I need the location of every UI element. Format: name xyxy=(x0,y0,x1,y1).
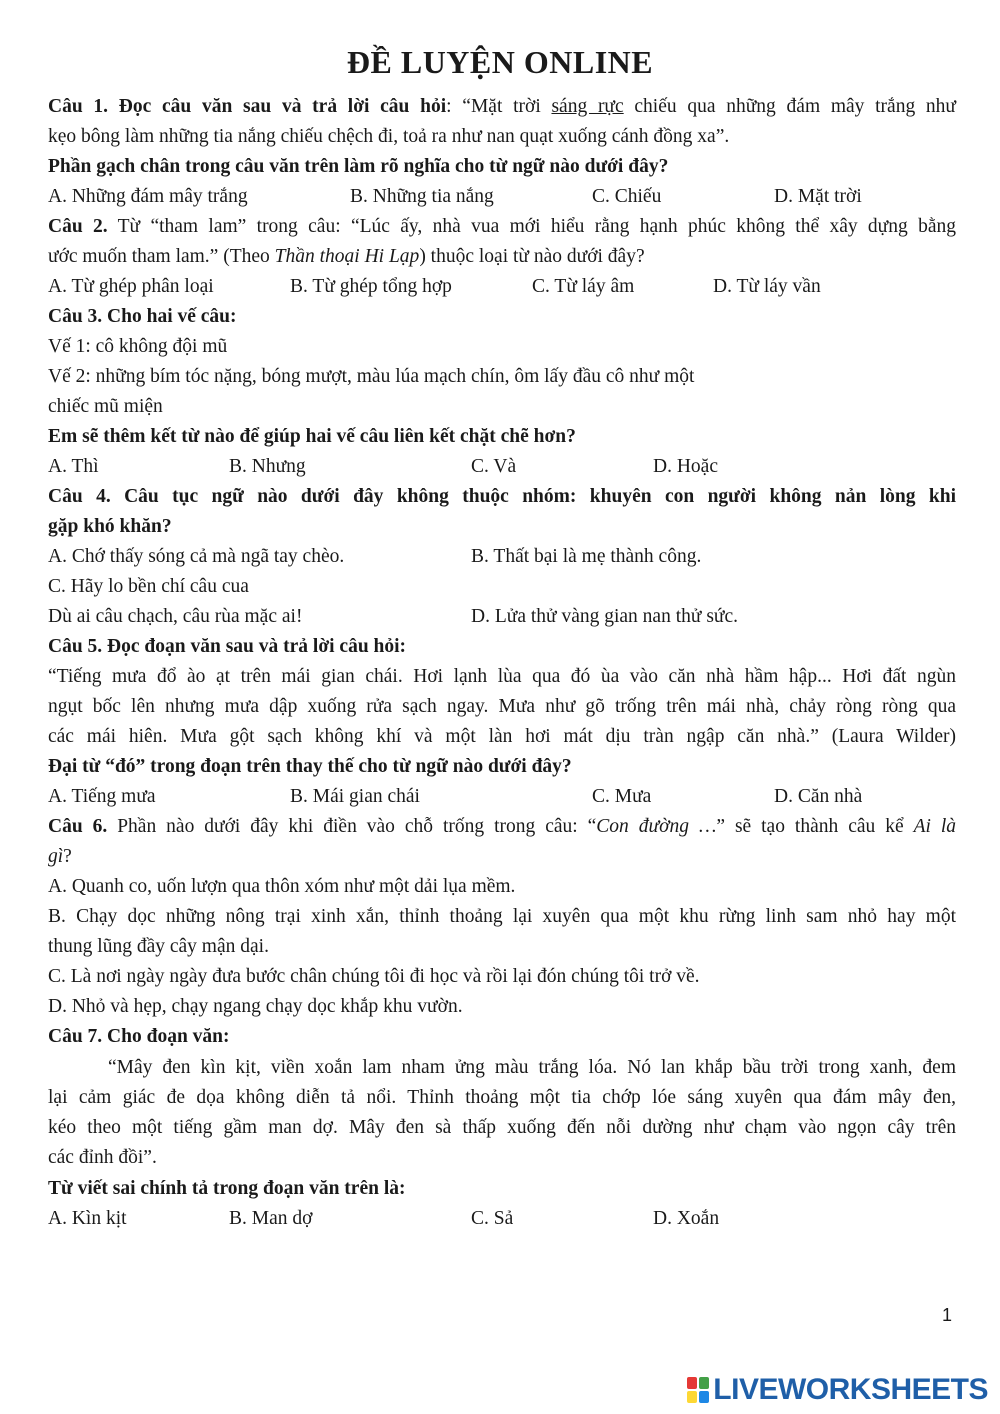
q1-line1-rest: chiếu qua những đám mây trắng như xyxy=(623,96,957,117)
q2-option-d[interactable]: D. Từ láy vần xyxy=(713,276,821,297)
q2-line1-text: Từ “tham lam” trong câu: “Lúc ấy, nhà vua mới hiểu rằng hạnh phúc không thể xây dựng bằng xyxy=(107,216,956,237)
q3-option-c[interactable]: C. Và xyxy=(471,456,517,477)
q2-line2-a: ước muốn tham lam.” (Theo xyxy=(48,246,275,267)
q2-option-c[interactable]: C. Từ láy âm xyxy=(532,276,635,297)
q1-line2: kẹo bông làm những tia nắng chiếu chệch đi, toả ra như nan quạt xuống cánh đồng xa”. xyxy=(48,126,730,147)
q2-line1 xyxy=(48,212,956,242)
q5-option-b[interactable]: B. Mái gian chái xyxy=(290,786,420,807)
q5-label: Câu 5. Đọc đoạn văn sau và trả lời câu hỏi: xyxy=(48,636,407,657)
page-title: ĐỀ LUYỆN ONLINE xyxy=(346,44,654,80)
q2-source: Thần thoại Hi Lạp xyxy=(274,246,420,267)
q6-line1 xyxy=(48,812,956,842)
q7-passage-line3: kéo theo một tiếng gầm man dợ. Mây đen sà thấp xuống đến nỗi dường như chạm vào ngọn cây trên xyxy=(48,1117,956,1138)
q7-passage-line1: “Mây đen kìn kịt, viền xoắn lam nham ửng màu trắng lóa. Nó lan khắp bầu trời trong xanh, đem xyxy=(108,1057,956,1078)
q1-option-c[interactable]: C. Chiếu xyxy=(592,186,662,207)
q7-option-b[interactable]: B. Man dợ xyxy=(229,1208,313,1229)
q5-passage-line1: “Tiếng mưa đổ ào ạt trên mái gian chái. Hơi lạnh lùa qua đó ùa vào căn nhà hầm hập... Hơi đất ngùn xyxy=(48,666,956,687)
q5-option-c[interactable]: C. Mưa xyxy=(592,786,652,807)
q7-option-d[interactable]: D. Xoắn xyxy=(653,1208,720,1229)
q7-passage-line2: lại cảm giác đe dọa không diễn tả nổi. Thỉnh thoảng một tia chớp lóe sáng xuyên qua đám mây đen, xyxy=(48,1087,956,1108)
q2-line2 xyxy=(48,242,956,272)
q1-label: Câu 1. xyxy=(48,96,109,117)
q6-option-d[interactable]: D. Nhỏ và hẹp, chạy ngang chạy dọc khắp khu vườn. xyxy=(48,996,463,1017)
q3-option-a[interactable]: A. Thì xyxy=(48,456,99,477)
q6-option-a[interactable]: A. Quanh co, uốn lượn qua thôn xóm như một dải lụa mềm. xyxy=(48,876,516,897)
q6-blank-sentence: Con đường … xyxy=(596,816,717,837)
q4-line1: Câu 4. Câu tục ngữ nào dưới đây không thuộc nhóm: khuyên con người không nản lòng khi xyxy=(48,486,956,507)
q1-prompt: Đọc câu văn sau và trả lời câu hỏi xyxy=(108,96,447,117)
q4-option-b[interactable]: B. Thất bại là mẹ thành công. xyxy=(471,546,702,567)
q3-clause2-line1: Vế 2: những bím tóc nặng, bóng mượt, màu lúa mạch chín, ôm lấy đầu cô như một xyxy=(48,366,695,387)
q2-option-b[interactable]: B. Từ ghép tổng hợp xyxy=(290,276,452,297)
q5-question: Đại từ “đó” trong đoạn trên thay thế cho từ ngữ nào dưới đây? xyxy=(48,756,572,777)
q1-option-b[interactable]: B. Những tia nắng xyxy=(350,186,494,207)
brand-text: LIVEWORKSHEETS xyxy=(713,1373,988,1406)
q4-option-a[interactable]: A. Chớ thấy sóng cả mà ngã tay chèo. xyxy=(48,546,345,567)
q1-line1 xyxy=(48,92,956,122)
q6-option-c[interactable]: C. Là nơi ngày ngày đưa bước chân chúng tôi đi học và rồi lại đón chúng tôi trở về. xyxy=(48,966,700,987)
q2-line2-b: ) thuộc loại từ nào dưới đây? xyxy=(419,246,645,267)
q6-label: Câu 6. xyxy=(48,816,108,837)
q4-option-d[interactable]: D. Lửa thử vàng gian nan thử sức. xyxy=(471,606,739,627)
q6-line2 xyxy=(48,842,956,872)
q6-option-b-line1[interactable]: B. Chạy dọc những nông trại xinh xắn, thỉnh thoảng lại xuyên qua một khu rừng linh sam nhỏ hay một xyxy=(48,906,956,927)
q7-option-a[interactable]: A. Kìn kịt xyxy=(48,1208,127,1229)
q3-label: Câu 3. Cho hai vế câu: xyxy=(48,306,237,327)
q1-option-a[interactable]: A. Những đám mây trắng xyxy=(48,186,248,207)
q4-option-c-line1[interactable]: C. Hãy lo bền chí câu cua xyxy=(48,576,249,597)
q6-pattern-b: gì xyxy=(48,846,64,867)
q2-label: Câu 2. xyxy=(48,216,108,237)
q7-option-c[interactable]: C. Sả xyxy=(471,1208,514,1229)
q1-option-d[interactable]: D. Mặt trời xyxy=(774,186,862,207)
q3-option-b[interactable]: B. Nhưng xyxy=(229,456,306,477)
page-number: 1 xyxy=(941,1305,952,1325)
liveworksheets-logo[interactable] xyxy=(687,1373,988,1407)
q6-line1-b: ” sẽ tạo thành câu kể xyxy=(716,816,914,837)
q4-option-c-line2[interactable]: Dù ai câu chạch, câu rùa mặc ai! xyxy=(48,606,303,627)
q1-quote-start: : “Mặt trời xyxy=(446,96,552,117)
q1-underlined: sáng rực xyxy=(551,96,624,117)
q4-line2: gặp khó khăn? xyxy=(48,516,172,537)
liveworksheets-logo-icon xyxy=(687,1377,709,1403)
q7-label: Câu 7. Cho đoạn văn: xyxy=(48,1026,230,1047)
q3-clause2-line2: chiếc mũ miện xyxy=(48,396,163,417)
q5-passage-line3: các mái hiên. Mưa gột sạch không khí và một làn hơi mát dịu tràn ngập căn nhà.” (Laura Wilder) xyxy=(48,726,956,747)
q7-question: Từ viết sai chính tả trong đoạn văn trên là: xyxy=(48,1178,406,1199)
q3-question: Em sẽ thêm kết từ nào để giúp hai vế câu liên kết chặt chẽ hơn? xyxy=(48,426,576,447)
q6-line2-rest: ? xyxy=(63,846,72,867)
q5-option-d[interactable]: D. Căn nhà xyxy=(774,786,863,807)
q3-clause1: Vế 1: cô không đội mũ xyxy=(48,336,228,357)
q5-passage-line2: ngụt bốc lên nhưng mưa dập xuống rửa sạch ngay. Mưa như gõ trống trên mái nhà, chảy ròng ròng qua xyxy=(48,696,956,717)
q5-option-a[interactable]: A. Tiếng mưa xyxy=(48,786,156,807)
q6-line1-a: Phần nào dưới đây khi điền vào chỗ trống trong câu: “ xyxy=(107,816,597,837)
q6-option-b-line2[interactable]: thung lũng đầy cây mận dại. xyxy=(48,936,269,957)
q7-passage-line4: các đỉnh đồi”. xyxy=(48,1147,157,1168)
q1-question: Phần gạch chân trong câu văn trên làm rõ nghĩa cho từ ngữ nào dưới đây? xyxy=(48,156,669,177)
q6-pattern-a: Ai là xyxy=(913,816,957,837)
q2-option-a[interactable]: A. Từ ghép phân loại xyxy=(48,276,214,297)
q3-option-d[interactable]: D. Hoặc xyxy=(653,456,718,477)
